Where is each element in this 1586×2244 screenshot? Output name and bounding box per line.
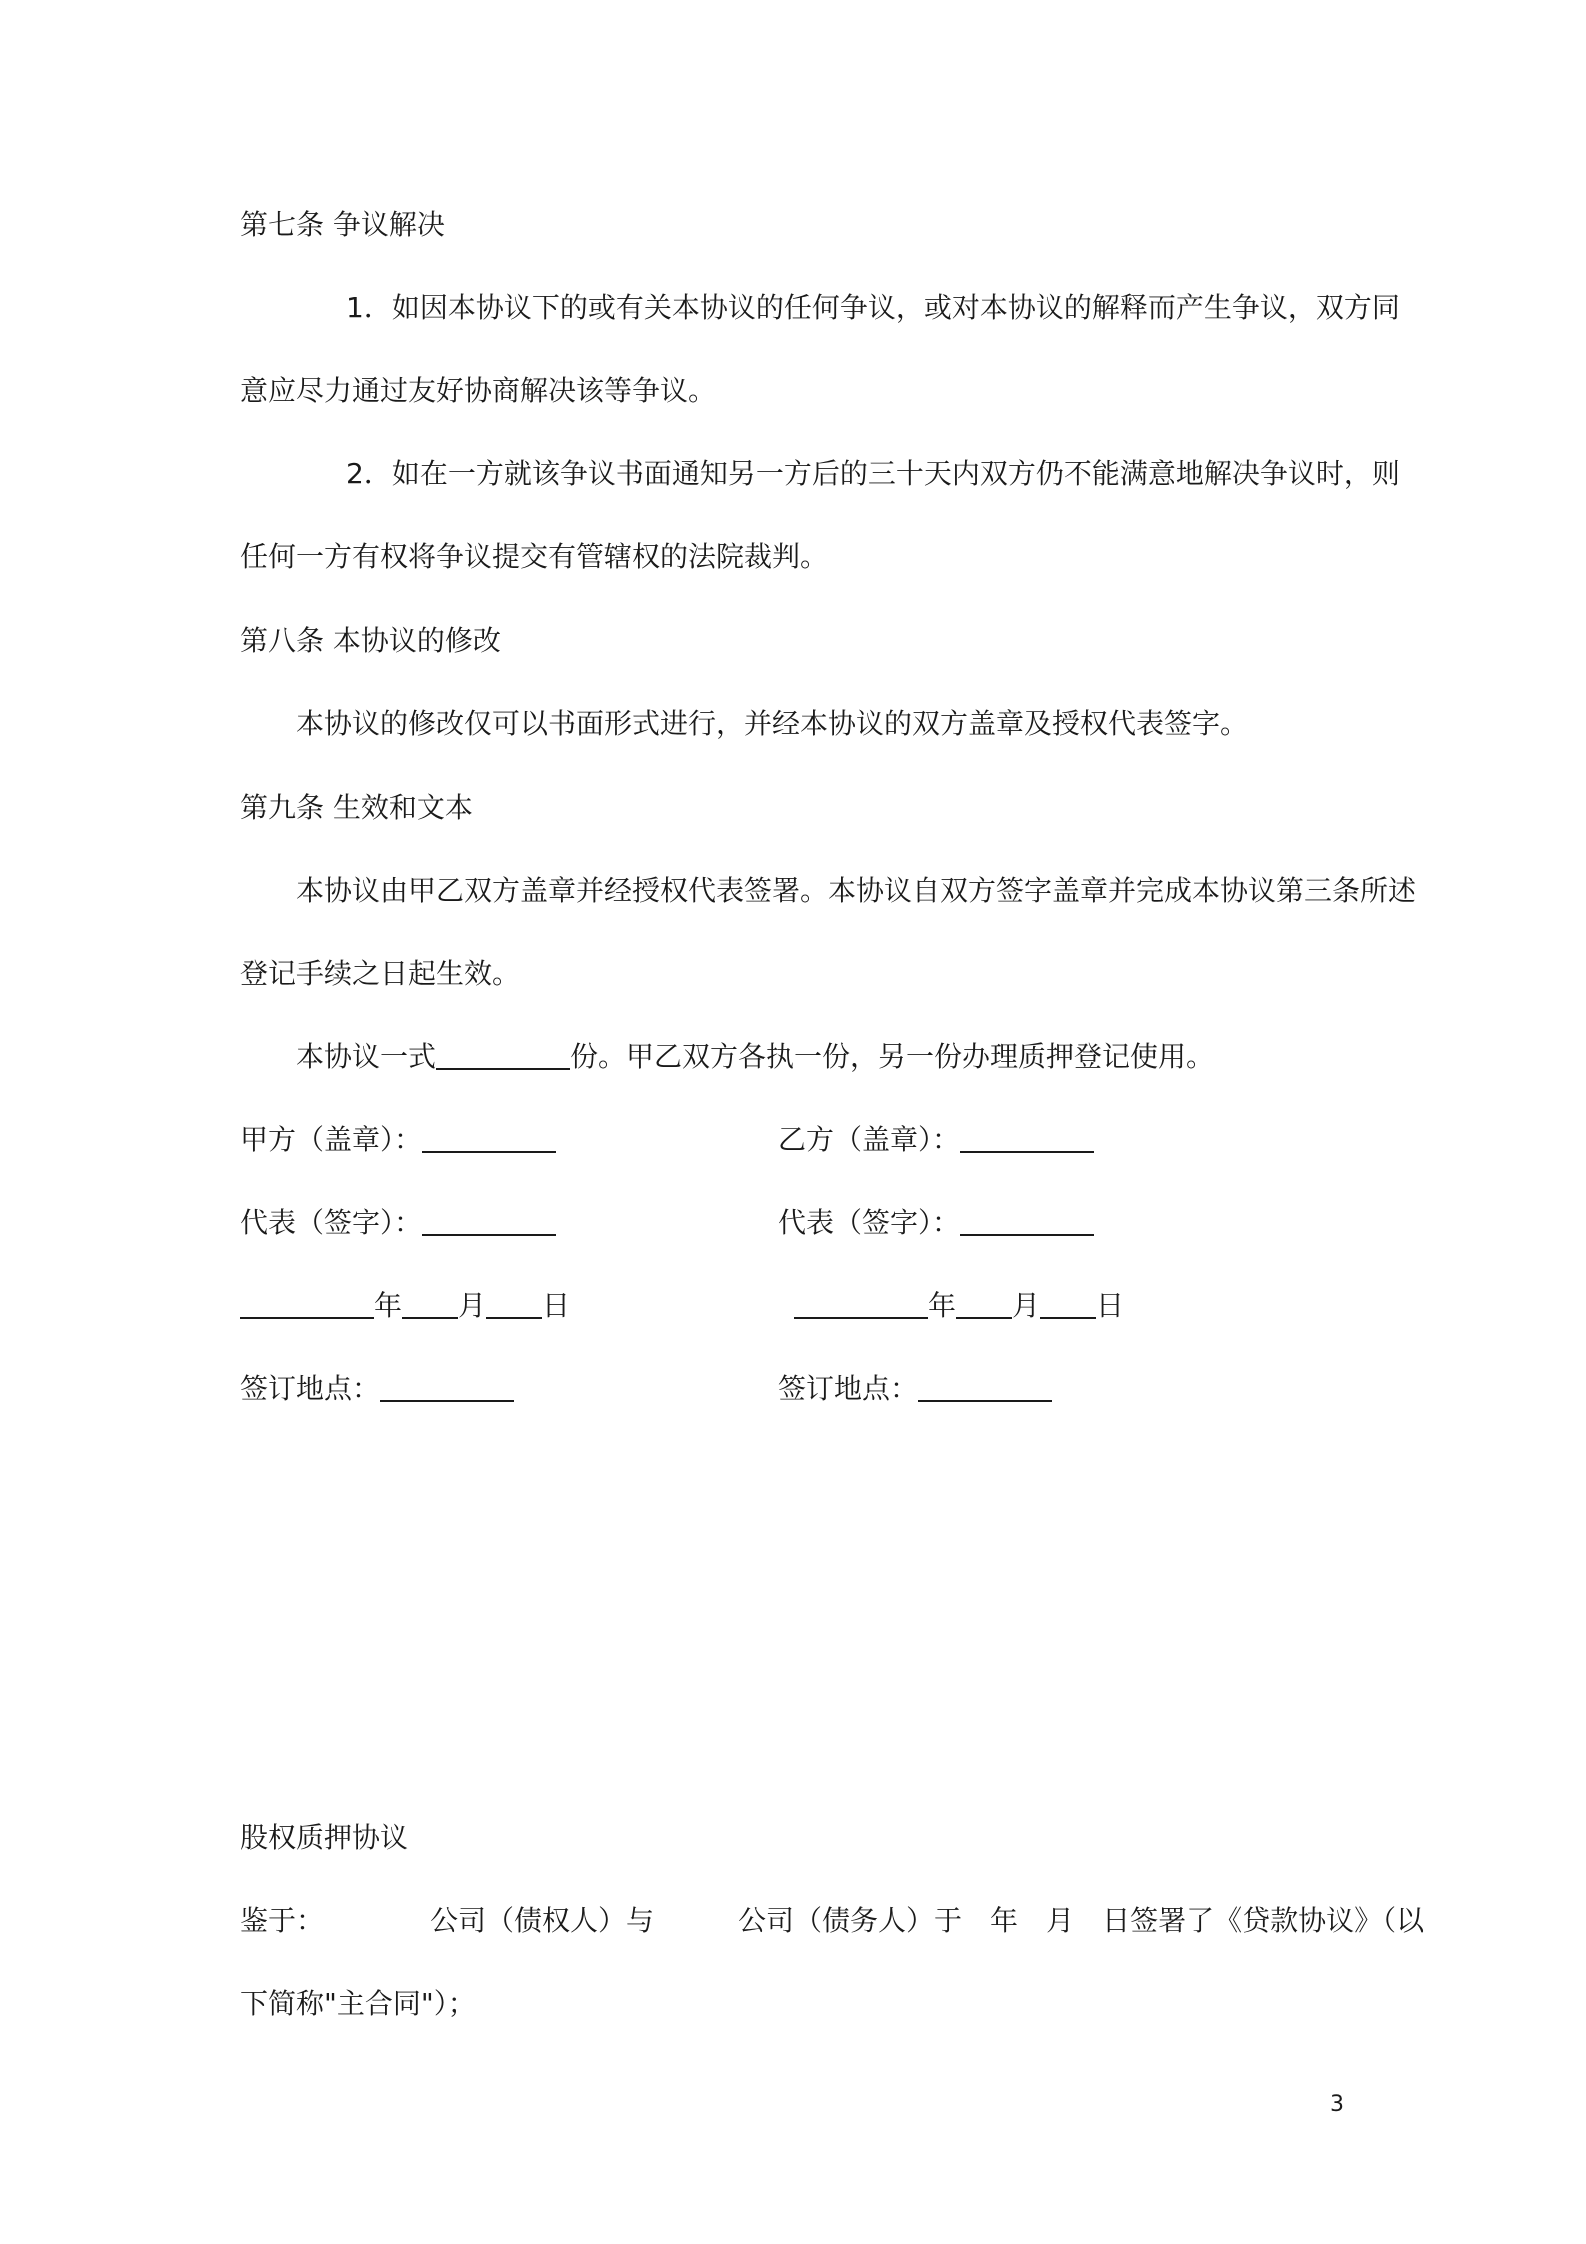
whereas-label: 鉴于： (240, 1904, 325, 1937)
copies-blank[interactable] (436, 1038, 570, 1070)
party-b-representative (778, 1203, 1094, 1243)
next-agreement-start (240, 1818, 1425, 2024)
party-a-signing-place (240, 1369, 514, 1409)
party-a-representative (240, 1203, 556, 1243)
next-agreement-title: 股权质押协议 (240, 1821, 409, 1854)
party-a-month-blank[interactable] (402, 1287, 458, 1319)
party-a-seal (240, 1120, 556, 1160)
copies-prefix: 本协议一式 (296, 1040, 437, 1073)
whereas-day: 日签署了《贷款协议》（以 (1102, 1904, 1425, 1937)
party-a-year-label: 年 (374, 1289, 403, 1322)
paragraph-9-1-line-1: 本协议由甲乙双方盖章并经授权代表签署。本协议自双方签字盖章并完成本协议第三条所述 (296, 874, 1417, 907)
party-a-rep-blank[interactable] (422, 1204, 556, 1236)
whereas-line-1 (240, 1901, 1425, 1941)
representative-row (240, 1203, 1350, 1243)
whereas-debtor: 公司（债务人）于 (738, 1904, 963, 1937)
party-b-month-label: 月 (1012, 1289, 1041, 1322)
party-b-year-blank[interactable] (794, 1287, 928, 1319)
section-heading-8: 第八条 本协议的修改 (240, 624, 501, 657)
section-heading-7: 第七条 争议解决 (240, 208, 445, 241)
party-a-date (240, 1286, 570, 1326)
party-b-day-label: 日 (1096, 1289, 1125, 1322)
seal-row (240, 1120, 1350, 1160)
paragraph-7-2-line-1: 2．如在一方就该争议书面通知另一方后的三十天内双方仍不能满意地解决争议时，则 (346, 457, 1400, 490)
copies-line (240, 1037, 1350, 1077)
party-b-place-label: 签订地点： (778, 1372, 919, 1405)
party-b-seal-label: 乙方（盖章）： (778, 1123, 961, 1156)
signing-place-row (240, 1369, 1350, 1409)
party-a-seal-label: 甲方（盖章）： (240, 1123, 423, 1156)
whereas-year: 年 (990, 1904, 1019, 1937)
party-a-month-label: 月 (458, 1289, 487, 1322)
whereas-creditor: 公司（债权人）与 (430, 1904, 655, 1937)
party-b-signing-place (778, 1369, 1052, 1409)
party-b-month-blank[interactable] (956, 1287, 1012, 1319)
party-b-place-blank[interactable] (918, 1370, 1052, 1402)
party-b-rep-label: 代表（签字）： (778, 1206, 961, 1239)
party-a-place-blank[interactable] (380, 1370, 514, 1402)
party-b-rep-blank[interactable] (960, 1204, 1094, 1236)
copies-suffix: 份。甲乙双方各执一份，另一份办理质押登记使用。 (570, 1040, 1215, 1073)
whereas-month: 月 (1046, 1904, 1075, 1937)
date-row (240, 1286, 1350, 1326)
party-a-year-blank[interactable] (240, 1287, 374, 1319)
paragraph-7-2-line-2: 任何一方有权将争议提交有管辖权的法院裁判。 (240, 540, 829, 573)
party-b-day-blank[interactable] (1040, 1287, 1096, 1319)
party-a-seal-blank[interactable] (422, 1121, 556, 1153)
page-number: 3 (1330, 2092, 1344, 2117)
party-a-day-label: 日 (542, 1289, 571, 1322)
section-heading-9: 第九条 生效和文本 (240, 791, 473, 824)
paragraph-7-1-line-1: 1．如因本协议下的或有关本协议的任何争议，或对本协议的解释而产生争议，双方同 (346, 291, 1400, 324)
party-b-year-label: 年 (928, 1289, 957, 1322)
party-b-seal-blank[interactable] (960, 1121, 1094, 1153)
party-b-seal (778, 1120, 1094, 1160)
party-a-rep-label: 代表（签字）： (240, 1206, 423, 1239)
paragraph-7-1-line-2: 意应尽力通过友好协商解决该等争议。 (240, 374, 717, 407)
document-body (240, 205, 1417, 1409)
whereas-line-2: 下简称"主合同"）； (240, 1987, 476, 2020)
paragraph-9-1-line-2: 登记手续之日起生效。 (240, 957, 521, 990)
party-a-day-blank[interactable] (486, 1287, 542, 1319)
party-a-place-label: 签订地点： (240, 1372, 381, 1405)
paragraph-8-1-line-1: 本协议的修改仅可以书面形式进行，并经本协议的双方盖章及授权代表签字。 (296, 707, 1249, 740)
party-b-date (794, 1286, 1124, 1326)
